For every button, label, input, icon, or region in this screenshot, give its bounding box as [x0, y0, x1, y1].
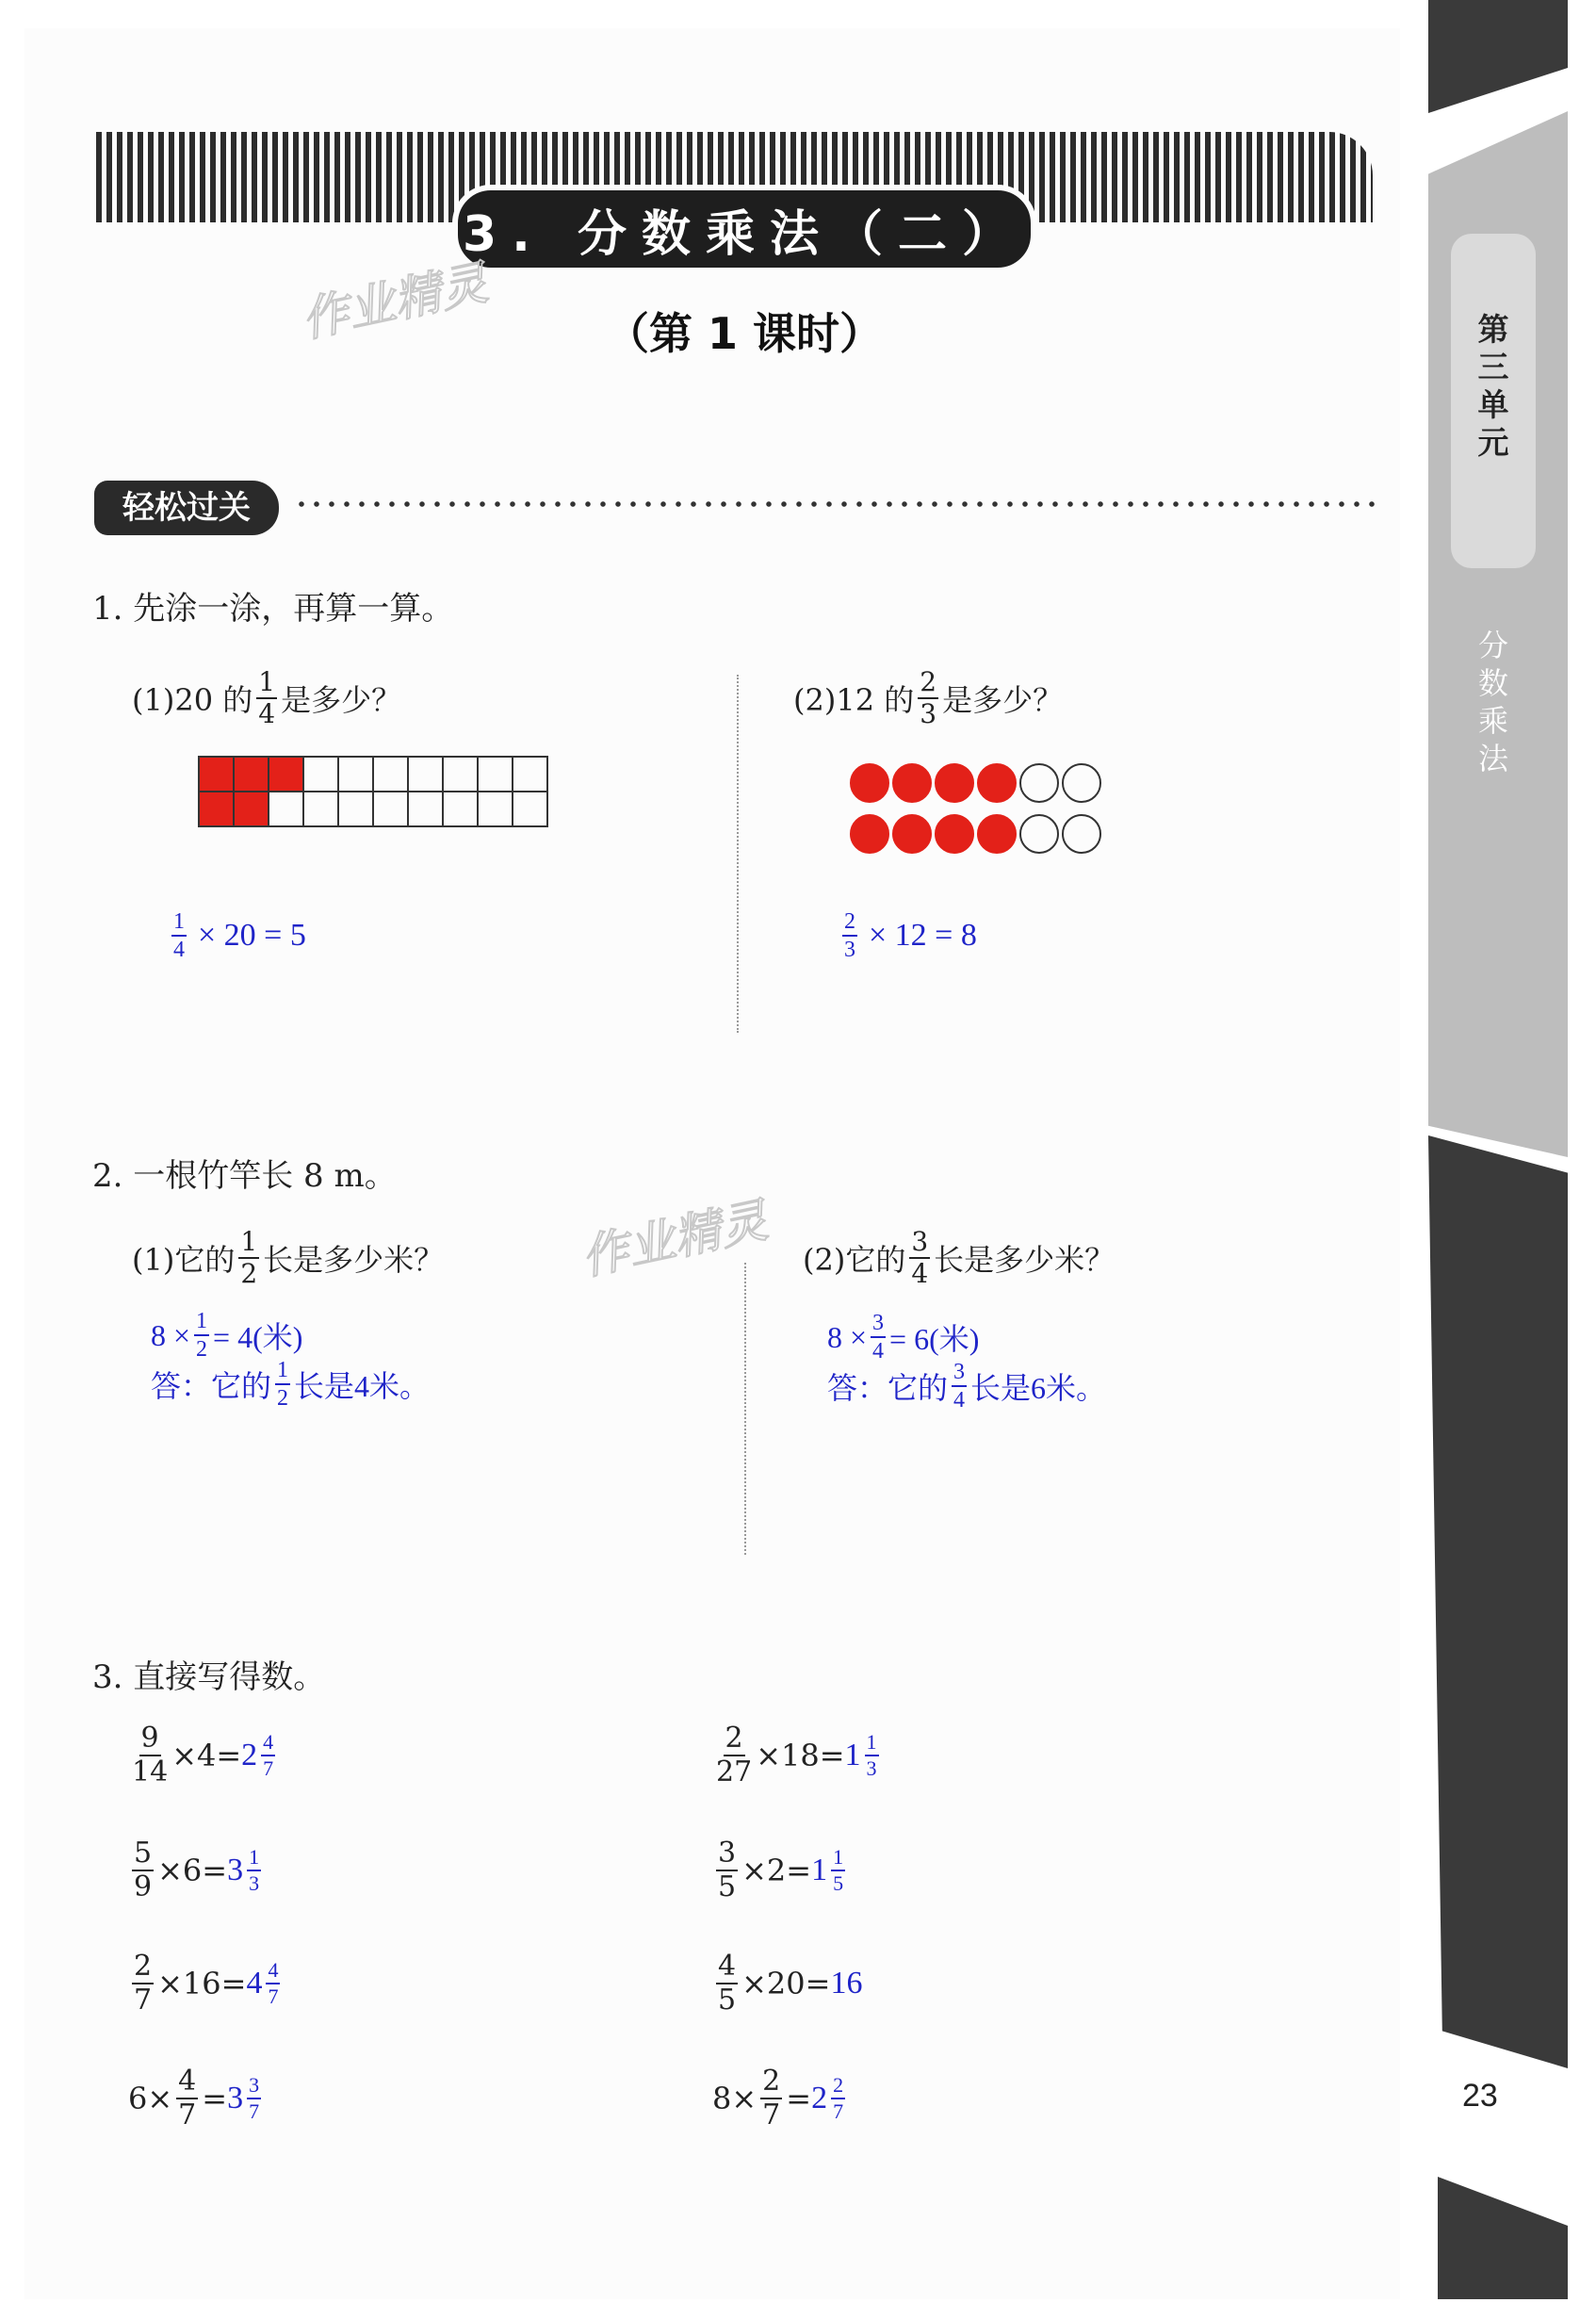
fraction: [238, 1226, 259, 1289]
grid-cell: [408, 757, 443, 792]
answer: [811, 1847, 849, 1894]
denominator: 7: [134, 1984, 153, 2017]
grid-cell: [443, 757, 478, 792]
expression-text: ×20=: [741, 1966, 831, 2001]
circle: [1062, 763, 1101, 803]
answer: [246, 1960, 284, 2007]
q2-part2-prompt: [803, 1226, 1116, 1289]
fraction: [716, 1724, 752, 1787]
answer-whole: 4: [246, 1966, 263, 2001]
circle: [892, 763, 932, 803]
expression-text: =: [786, 2081, 812, 2116]
q2-part1-prefix: (1)它的: [132, 1242, 236, 1278]
expression-text: ×6=: [157, 1853, 228, 1888]
grid-cell: [443, 792, 478, 826]
unit-label: 第三单元: [1477, 311, 1509, 461]
numerator: 4: [266, 1960, 280, 1984]
expression-text: ×16=: [157, 1966, 247, 2001]
answer-text: 答：它的: [827, 1371, 949, 1405]
answer: [227, 2075, 265, 2122]
denominator: 3: [866, 1756, 877, 1780]
numerator: 2: [842, 910, 857, 937]
fraction: [194, 1310, 209, 1361]
numerator: 5: [134, 1837, 153, 1870]
grid-cell: [513, 757, 547, 792]
grid-cell: [269, 757, 303, 792]
circle: [977, 814, 1017, 854]
numerator: 1: [171, 910, 187, 937]
fraction: [760, 2067, 782, 2130]
numerator: 3: [911, 1226, 929, 1257]
denominator: 3: [249, 1871, 260, 1895]
exercise-item: [128, 1952, 284, 2015]
fraction: [266, 1960, 280, 2007]
fraction: [918, 666, 938, 729]
denominator: 2: [240, 1258, 258, 1289]
q2-part2-calc: [827, 1312, 979, 1363]
fraction: [171, 910, 187, 961]
answer-text: 长是4米。: [294, 1369, 431, 1403]
numerator: 4: [261, 1732, 275, 1756]
fraction: [716, 1952, 738, 2015]
grid-cell: [303, 757, 338, 792]
denominator: 4: [258, 698, 276, 729]
numerator: 2: [134, 1950, 153, 1983]
dotted-divider: [294, 501, 1376, 507]
grid-cell: [303, 792, 338, 826]
exercise-item: [128, 1724, 279, 1787]
numerator: 3: [952, 1361, 967, 1387]
answer-text: 8 ×: [827, 1319, 868, 1354]
grid-cell: [478, 757, 513, 792]
grid-cell: [269, 792, 303, 826]
numerator: 2: [831, 2075, 845, 2099]
q2-part2-reply: [827, 1361, 1106, 1412]
fraction: [952, 1361, 967, 1412]
fraction: [132, 1724, 168, 1787]
shading-grid: [198, 756, 548, 827]
answer-text: = 4(米): [213, 1320, 303, 1354]
answer-whole: 3: [227, 1853, 244, 1887]
fraction: [176, 2067, 198, 2130]
numerator: 3: [871, 1312, 886, 1338]
grid-cell: [199, 757, 234, 792]
denominator: 5: [718, 1870, 737, 1903]
numerator: 9: [140, 1722, 159, 1755]
answer: [241, 1732, 279, 1779]
numerator: 1: [275, 1359, 290, 1385]
denominator: 27: [716, 1756, 753, 1788]
denominator: 2: [277, 1386, 289, 1411]
numerator: 2: [762, 2065, 781, 2098]
answer-text: 8 ×: [151, 1317, 191, 1352]
expression-text: 8×: [712, 2081, 757, 2116]
column-divider: [737, 675, 739, 1033]
question-2-title: 2. 一根竹竿长 8 m。: [92, 1157, 397, 1195]
q1-part2-answer: [839, 910, 977, 961]
fraction: [842, 910, 857, 961]
q2-part1-reply: [151, 1359, 430, 1410]
answer: [845, 1732, 883, 1779]
answer-text: 长是6米。: [970, 1371, 1107, 1405]
fraction: [871, 1312, 886, 1363]
circle: [935, 763, 974, 803]
fraction: [865, 1732, 879, 1779]
numerator: 1: [247, 1847, 261, 1871]
exercise-item: [712, 1724, 883, 1787]
answer-text: × 20 = 5: [198, 918, 306, 953]
circle: [1062, 814, 1101, 854]
exercise-item: [128, 2067, 265, 2130]
fraction: [132, 1839, 154, 1902]
q1-part2-prefix: (2)12 的: [793, 682, 915, 718]
denominator: 7: [833, 2099, 844, 2123]
q2-part2-prefix: (2)它的: [803, 1242, 906, 1278]
q2-part1-prompt: [132, 1226, 445, 1289]
numerator: 4: [178, 2065, 197, 2098]
circle: [1019, 814, 1059, 854]
circle: [977, 763, 1017, 803]
numerator: 1: [240, 1226, 258, 1257]
fraction: [247, 2075, 261, 2122]
fraction: [247, 1847, 261, 1894]
exercise-item: [128, 1839, 265, 1902]
answer-text: 答：它的: [151, 1369, 272, 1403]
denominator: 7: [268, 1984, 279, 2008]
numerator: 1: [831, 1847, 845, 1871]
question-1-title: 1. 先涂一涂，再算一算。: [92, 590, 454, 628]
watermark: 作业精灵: [296, 254, 493, 349]
numerator: 1: [865, 1732, 879, 1756]
numerator: 2: [725, 1722, 743, 1755]
circle: [935, 814, 974, 854]
grid-cell: [373, 757, 408, 792]
page-title: 3. 分数乘法（二）: [462, 206, 1027, 263]
answer-whole: 2: [241, 1738, 258, 1772]
denominator: 4: [173, 938, 185, 962]
answer: [830, 1966, 862, 2001]
fraction: [275, 1359, 290, 1410]
denominator: 7: [263, 1756, 274, 1780]
answer: [227, 1847, 265, 1894]
grid-cell: [513, 792, 547, 826]
denominator: 5: [833, 1871, 844, 1895]
fraction: [261, 1732, 275, 1779]
q1-part2-prompt: [793, 666, 1064, 729]
answer-whole: 3: [227, 2081, 244, 2115]
q2-part1-calc: [151, 1310, 302, 1361]
answer-whole: 16: [830, 1966, 863, 2001]
q2-part2-suffix: 长是多少米？: [934, 1242, 1116, 1278]
q2-part1-suffix: 长是多少米？: [263, 1242, 445, 1278]
q1-part1-prompt: [132, 666, 402, 729]
answer-text: = 6(米): [889, 1322, 980, 1356]
expression-text: ×18=: [756, 1738, 845, 1773]
denominator: 14: [132, 1756, 169, 1788]
expression-text: 6×: [128, 2081, 173, 2116]
answer-text: × 12 = 8: [869, 918, 977, 953]
circle-set: [850, 761, 1123, 863]
answer-whole: 1: [844, 1738, 861, 1772]
expression-text: ×4=: [171, 1738, 242, 1773]
grid-cell: [478, 792, 513, 826]
topic-label: 分数乘法: [1477, 628, 1508, 776]
numerator: 2: [920, 666, 937, 697]
q1-part1-prefix: (1)20 的: [132, 682, 253, 718]
grid-cell: [338, 792, 373, 826]
page-number: 23: [1462, 2078, 1498, 2114]
q1-part1-answer: [168, 910, 306, 961]
denominator: 9: [134, 1870, 153, 1903]
grid-cell: [338, 757, 373, 792]
answer-whole: 1: [811, 1853, 828, 1887]
denominator: 4: [911, 1258, 929, 1289]
grid-cell: [199, 792, 234, 826]
grid-cell: [234, 792, 269, 826]
denominator: 4: [953, 1388, 966, 1413]
exercise-item: [712, 1952, 862, 2015]
denominator: 3: [920, 698, 937, 729]
fraction: [132, 1952, 154, 2015]
numerator: 4: [718, 1950, 737, 1983]
denominator: 7: [762, 2099, 781, 2131]
fraction: [831, 2075, 845, 2122]
expression-text: ×2=: [741, 1853, 812, 1888]
expression-text: =: [202, 2081, 228, 2116]
numerator: 1: [258, 666, 276, 697]
denominator: 3: [844, 938, 855, 962]
denominator: 7: [249, 2099, 260, 2123]
circle: [850, 763, 889, 803]
circle: [850, 814, 889, 854]
grid-cell: [234, 757, 269, 792]
denominator: 5: [718, 1984, 737, 2017]
grid-cell: [408, 792, 443, 826]
numerator: 1: [194, 1310, 209, 1336]
fraction: [256, 666, 277, 729]
question-3-title: 3. 直接写得数。: [92, 1658, 326, 1696]
denominator: 4: [872, 1339, 885, 1364]
circle: [892, 814, 932, 854]
lesson-label: （第 1 课时）: [605, 308, 884, 359]
fraction: [831, 1847, 845, 1894]
circle: [1019, 763, 1059, 803]
fraction: [909, 1226, 930, 1289]
watermark: 作业精灵: [576, 1192, 773, 1286]
q1-part1-suffix: 是多少？: [281, 682, 402, 718]
answer-whole: 2: [811, 2081, 828, 2115]
exercise-item: [712, 1839, 849, 1902]
q1-part2-suffix: 是多少？: [942, 682, 1064, 718]
exercise-item: [712, 2067, 849, 2130]
answer: [811, 2075, 849, 2122]
column-divider: [744, 1263, 746, 1555]
section-badge: 轻松过关: [94, 481, 279, 535]
grid-cell: [373, 792, 408, 826]
fraction: [716, 1839, 738, 1902]
denominator: 2: [196, 1337, 208, 1362]
denominator: 7: [178, 2099, 197, 2131]
numerator: 3: [247, 2075, 261, 2099]
numerator: 3: [718, 1837, 737, 1870]
